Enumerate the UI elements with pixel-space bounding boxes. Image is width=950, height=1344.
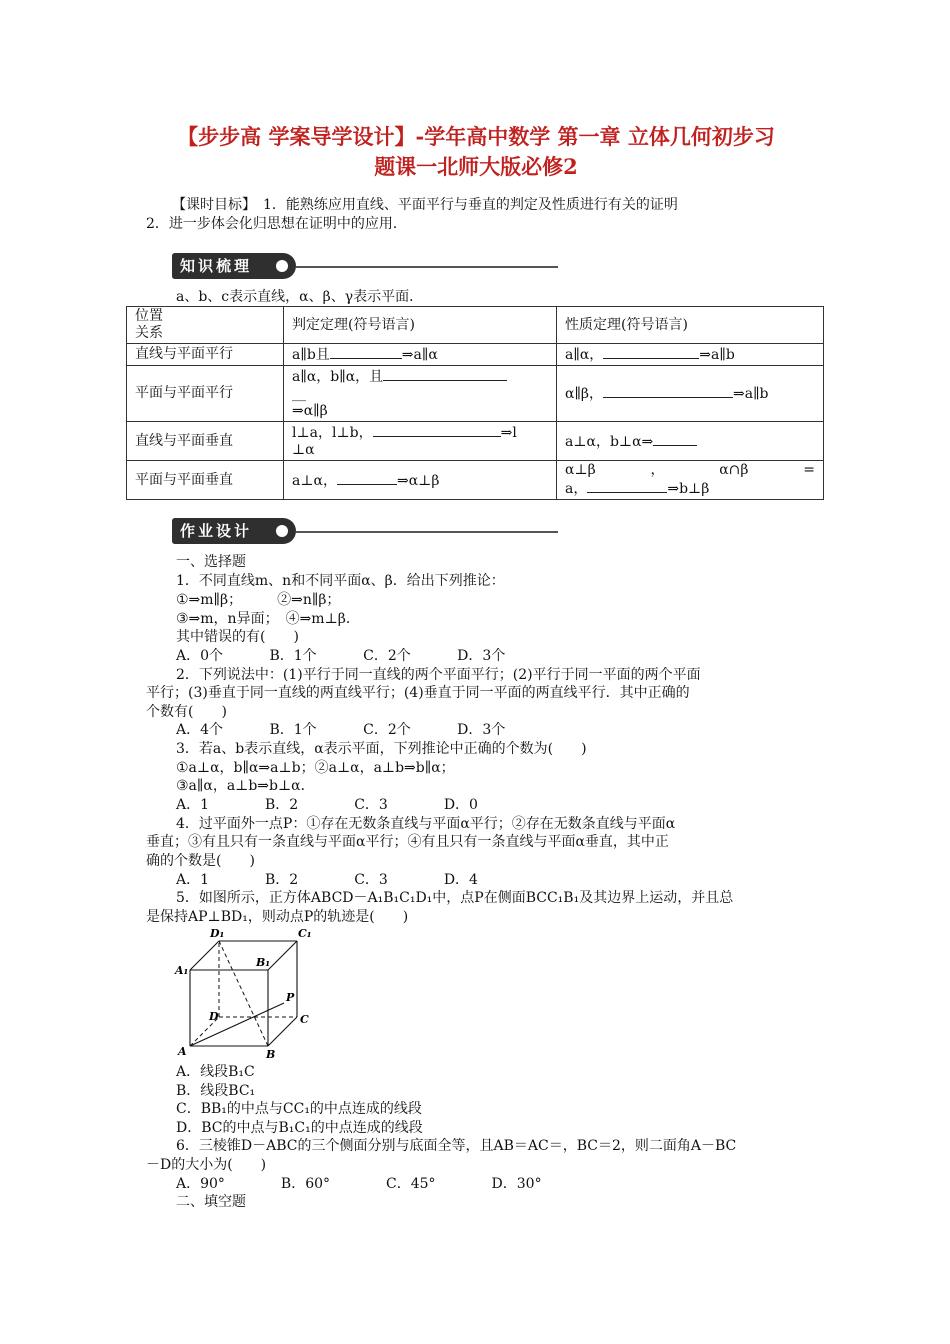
text-line: 确的个数是( ) <box>146 853 255 869</box>
property-cell: a∥α， ⇒a∥b <box>557 344 824 366</box>
cube-figure <box>172 924 322 1064</box>
table-row <box>127 344 824 366</box>
vertex-label: D₁ <box>210 927 225 940</box>
segment-a-p <box>190 1003 284 1046</box>
text-line: 5．如图所示，正方体ABCD－A₁B₁C₁D₁中，点P在侧面BCC₁B₁及其边界上运动，并且总 <box>176 890 734 906</box>
judge-cell: a⊥α， ⇒α⊥β <box>284 461 557 500</box>
table-row <box>127 461 824 500</box>
text-line: 个数有( ) <box>146 704 227 720</box>
intro-text: a、b、c表示直线，α、β、γ表示平面． <box>176 289 424 305</box>
title-line-2: 题课一北师大版必修2 <box>374 154 578 179</box>
text-line: 6．三棱锥D－ABC的三个侧面分别与底面全等，且AB＝AC＝，BC＝2，则二面角A－BC <box>176 1138 737 1154</box>
text-line: 是保持AP⊥BD₁，则动点P的轨迹是( ) <box>146 909 409 925</box>
vertex-label: A <box>178 1045 187 1058</box>
edge-b1-c1 <box>268 941 297 970</box>
vertex-label: C₁ <box>298 927 312 940</box>
section-header-label: 知识梳理 <box>180 257 253 275</box>
text-line: 垂直；③有且只有一条直线与平面α平行；④有且只有一条直线与平面α垂直，其中正 <box>146 834 669 850</box>
objective-line-1: 【课时目标】 1．能熟练应用直线、平面平行与垂直的判定及性质进行有关的证明 <box>172 197 678 213</box>
header-judge: 判定定理(符号语言) <box>284 307 557 344</box>
objective-line-2: 2．进一步体会化归思想在证明中的应用． <box>146 216 407 232</box>
edge-d1-a1 <box>190 941 219 970</box>
text-line: 4．过平面外一点P：①存在无数条直线与平面α平行；②存在无数条直线与平面α <box>176 816 676 832</box>
text-line: A．1 B．2 C．3 D．4 <box>176 872 478 888</box>
text-line: A．线段B₁C <box>176 1064 255 1080</box>
section-header-label: 作业设计 <box>180 522 253 540</box>
text-line: 其中错误的有( ) <box>176 629 299 645</box>
text-line: D．BC的中点与B₁C₁的中点连成的线段 <box>176 1120 423 1136</box>
text-line: ①a⊥α，b∥α⇒a⊥b；②a⊥α，a⊥b⇒b∥α； <box>176 760 455 776</box>
judge-cell: a∥α，b∥α，且 __ ⇒α∥β <box>284 366 557 422</box>
text-line: A．90° B．60° C．45° D．30° <box>176 1176 542 1192</box>
header-property: 性质定理(符号语言) <box>557 307 824 344</box>
property-cell: α⊥β ， α∩β = a， ⇒b⊥β <box>557 461 824 500</box>
document-title <box>120 122 832 182</box>
judge-cell: l⊥a，l⊥b， ⇒l ⊥α <box>284 422 557 461</box>
section-header-knowledge <box>172 253 296 279</box>
relation-cell: 直线与平面平行 <box>127 344 284 366</box>
title-line-1: 【步步高 学案导学设计】-学年高中数学 第一章 立体几何初步习 <box>177 124 775 149</box>
text-line: －D的大小为( ) <box>146 1157 267 1173</box>
vertex-label: P <box>286 991 295 1004</box>
text-line: A．0个 B．1个 C．2个 D．3个 <box>176 648 506 664</box>
section-rule <box>296 531 558 533</box>
property-cell: a⊥α，b⊥α⇒ <box>557 422 824 461</box>
vertex-label: B <box>266 1048 276 1061</box>
text-line: A．1 B．2 C．3 D．0 <box>176 797 478 813</box>
vertex-label: C <box>300 1013 309 1026</box>
property-cell: α∥β， ⇒a∥b <box>557 366 824 422</box>
text-line: 平行；(3)垂直于同一直线的两直线平行；(4)垂直于同一平面的两直线平行．其中正确的 <box>146 685 690 701</box>
table-row <box>127 366 824 422</box>
relation-cell: 直线与平面垂直 <box>127 422 284 461</box>
relation-cell: 平面与平面垂直 <box>127 461 284 500</box>
text-line: 3．若a、b表示直线，α表示平面，下列推论中正确的个数为( ) <box>176 741 587 757</box>
text-line: 一、选择题 <box>176 554 246 570</box>
text-line: C．BB₁的中点与CC₁的中点连成的线段 <box>176 1101 422 1117</box>
text-line: ③a∥α，a⊥b⇒b⊥α． <box>176 778 315 794</box>
text-line: A．4个 B．1个 C．2个 D．3个 <box>176 722 506 738</box>
header-relation: 位置 关系 <box>127 307 284 344</box>
text-line: 1．不同直线m、n和不同平面α、β．给出下列推论： <box>176 573 505 589</box>
text-line: ①⇒m∥β； ②⇒n∥β； <box>176 592 341 608</box>
table-header-row <box>127 307 824 344</box>
text-line: ③⇒m，n异面； ④⇒m⊥β． <box>176 611 360 627</box>
edge-b-c <box>268 1017 297 1046</box>
text-line: B．线段BC₁ <box>176 1083 256 1099</box>
vertex-label: D <box>209 1010 219 1023</box>
vertex-label: B₁ <box>256 956 271 969</box>
relation-cell: 平面与平面平行 <box>127 366 284 422</box>
table-row <box>127 422 824 461</box>
text-line: 2．下列说法中：(1)平行于同一直线的两个平面平行；(2)平行于同一平面的两个平面 <box>176 667 701 683</box>
bullet-dot-icon <box>276 525 288 537</box>
text-line: 二、填空题 <box>176 1194 246 1210</box>
judge-cell: a∥b且 ⇒a∥α <box>284 344 557 366</box>
section-rule <box>296 266 558 268</box>
bullet-dot-icon <box>276 260 288 272</box>
theorem-table <box>126 306 824 500</box>
vertex-label: A₁ <box>175 964 189 977</box>
section-header-homework <box>172 518 296 544</box>
